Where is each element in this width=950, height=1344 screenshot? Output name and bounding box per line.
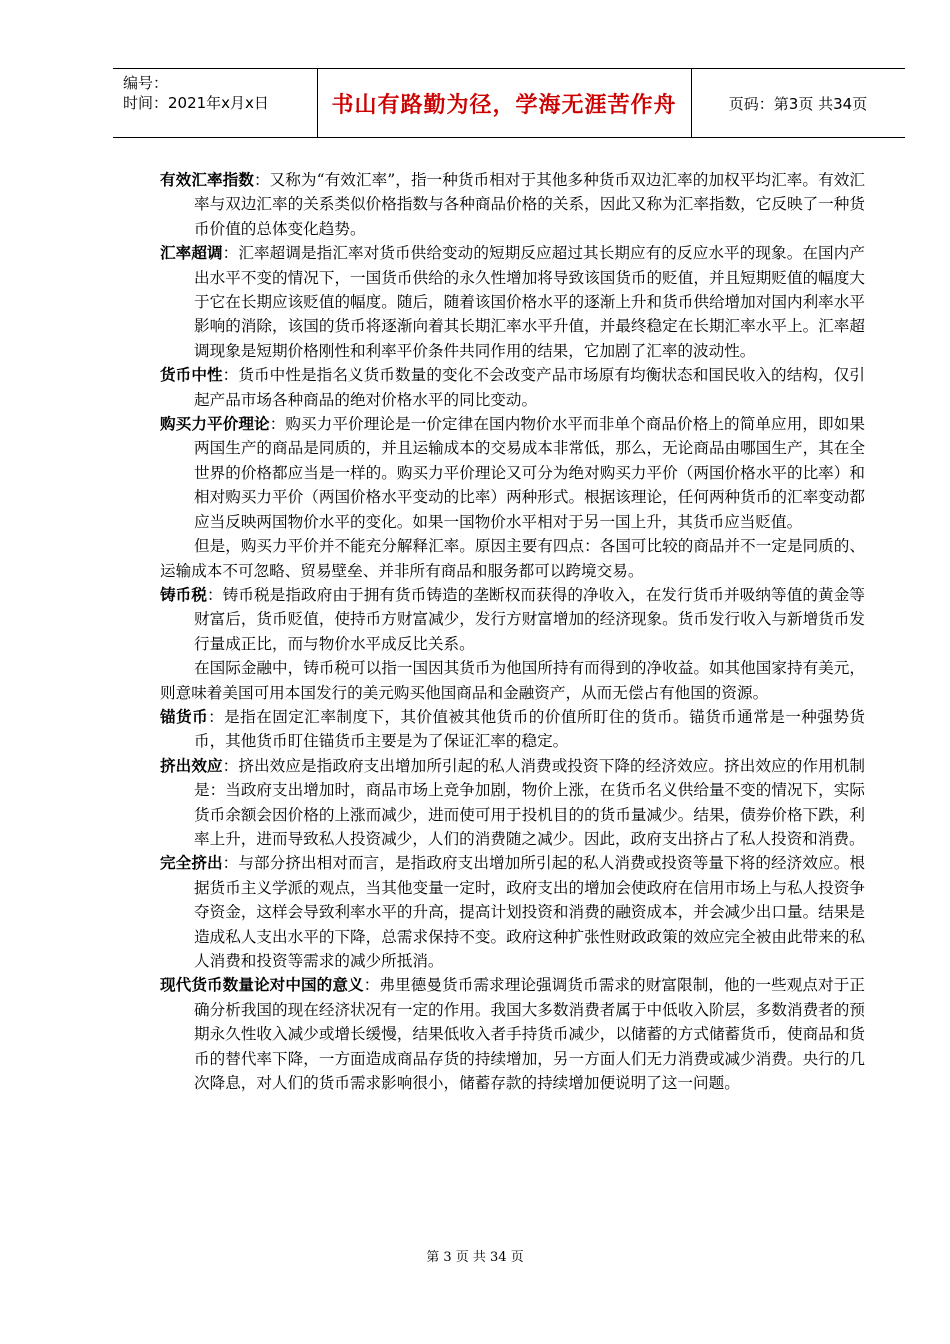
entry-text: ：是指在固定汇率制度下，其价值被其他货币的价值所盯住的货币。锚货币通常是一种强势货币，其他货币盯住锚货币主要是为了保证汇率的稳定。 — [194, 707, 865, 751]
header-number: 编号： — [123, 74, 169, 92]
entry-text: ：挤出效应是指政府支出增加所引起的私人消费或投资下降的经济效应。挤出效应的作用机制是：当政府支出增加时，商品市场上竞争加剧，物价上涨，在货币名义供给量不变的情况下，实际货币余额会因价格的上涨而减少，进而使可用于投机目的的货币量减少。结果，债券价格下跌，利率上升，进而导致私人投资减少，人们的消费随之减少。因此，政府支出挤占了私人投资和消费。 — [194, 756, 865, 848]
entry-term: 货币中性 — [160, 366, 223, 385]
glossary-entry — [160, 754, 865, 852]
header-meta — [123, 73, 269, 113]
entry-text: ：铸币税是指政府由于拥有货币铸造的垄断权而获得的净收入，在发行货币并吸纳等值的黄金等财富后，货币贬值，使持币方财富减少，发行方财富增加的经济现象。货币发行收入与新增货币发行量成正比，而与物价水平成反比关系。 — [194, 585, 865, 653]
entry-term: 汇率超调 — [160, 244, 223, 263]
entry-term: 完全挤出 — [160, 854, 223, 873]
glossary-entry — [160, 705, 865, 754]
entry-text: ：货币中性是指名义货币数量的变化不会改变产品市场原有均衡状态和国民收入的结构，仅引起产品市场各种商品的绝对价格水平的同比变动。 — [194, 366, 865, 409]
glossary-entry — [160, 363, 865, 412]
entry-text: ：汇率超调是指汇率对货币供给变动的短期反应超过其长期应有的反应水平的现象。在国内产出水平不变的情况下，一国货币供给的永久性增加将导致该国货币的贬值，并且短期贬值的幅度大于它在长期应该贬值的幅度。随后，随着该国价格水平的逐渐上升和货币供给增加对国内利率水平影响的消除，该国的货币将逐渐向着其长期汇率水平升值，并最终稳定在长期汇率水平上。汇率超调现象是短期价格刚性和利率平价条件共同作用的结果，它加剧了汇率的波动性。 — [194, 244, 865, 360]
entry-text: ：弗里德曼货币需求理论强调货币需求的财富限制，他的一些观点对于正确分析我国的现在经济状况有一定的作用。我国大多数消费者属于中低收入阶层，多数消费者的预期永久性收入减少或增长缓慢，结果低收入者手持货币减少，以储蓄的方式储蓄货币，使商品和货币的替代率下降，一方面造成商品存货的持续增加，另一方面人们无力消费或减少消费。央行的几次降息，对人们的货币需求影响很小，储蓄存款的持续增加便说明了这一问题。 — [194, 976, 865, 1093]
glossary-entry — [160, 583, 865, 656]
glossary-entry — [160, 241, 865, 363]
entry-text: ：与部分挤出相对而言，是指政府支出增加所引起的私人消费或投资等量下将的经济效应。根据货币主义学派的观点，当其他变量一定时，政府支出的增加会使政府在信用市场上与私人投资争夺资金，这样会导致利率水平的升高，提高计划投资和消费的融资成本，并会减少出口量。结果是造成私人支出水平的下降，总需求保持不变。政府这种扩张性财政政策的效应完全被由此带来的私人消费和投资等需求的减少所抵消。 — [194, 854, 865, 970]
glossary-entry — [160, 851, 865, 973]
document-body — [160, 168, 865, 1095]
entry-term: 铸币税 — [160, 585, 208, 604]
entry-term: 现代货币数量论对中国的意义 — [160, 976, 364, 995]
page-footer: 第 3 页 共 34 页 — [426, 1250, 524, 1265]
paragraph: 但是，购买力平价并不能充分解释汇率。原因主要有四点：各国可比较的商品并不一定是同质的、运输成本不可忽略、贸易壁垒、并非所有商品和服务都可以跨境交易。 — [160, 537, 865, 580]
entry-text: ：又称为“有效汇率”，指一种货币相对于其他多种货币双边汇率的加权平均汇率。有效汇率与双边汇率的关系类似价格指数与各种商品价格的关系，因此又称为汇率指数，它反映了一种货币价值的总体变化趋势。 — [194, 171, 865, 238]
entry-text: ：购买力平价理论是一价定律在国内物价水平而非单个商品价格上的简单应用，即如果两国生产的商品是同质的，并且运输成本的交易成本非常低，那么，无论商品由哪国生产，其在全世界的价格都应当是一样的。购买力平价理论又可分为绝对购买力平价（两国价格水平的比率）和相对购买力平价（两国价格水平变动的比率）两种形式。根据该理论，任何两种货币的汇率变动都应当反映两国物价水平的变化。如果一国物价水平相对于另一国上升，其货币应当贬值。 — [194, 415, 865, 531]
header-title: 书山有路勤为径，学海无涯苦作舟 — [331, 92, 677, 118]
entry-term: 购买力平价理论 — [160, 415, 270, 434]
glossary-entry — [160, 168, 865, 241]
entry-term: 挤出效应 — [160, 756, 223, 775]
page-header — [113, 68, 905, 138]
header-page-number: 页码：第3页 共34页 — [728, 94, 868, 113]
glossary-entry — [160, 412, 865, 534]
entry-term: 有效汇率指数 — [160, 171, 254, 189]
glossary-entry — [160, 973, 865, 1095]
paragraph: 在国际金融中，铸币税可以指一国因其货币为他国所持有而得到的净收益。如其他国家持有美元，则意味着美国可用本国发行的美元购买他国商品和金融资产，从而无偿占有他国的资源。 — [160, 659, 865, 702]
entry-term: 锚货币 — [160, 707, 209, 726]
header-time: 时间：2021年x月x日 — [123, 94, 269, 112]
